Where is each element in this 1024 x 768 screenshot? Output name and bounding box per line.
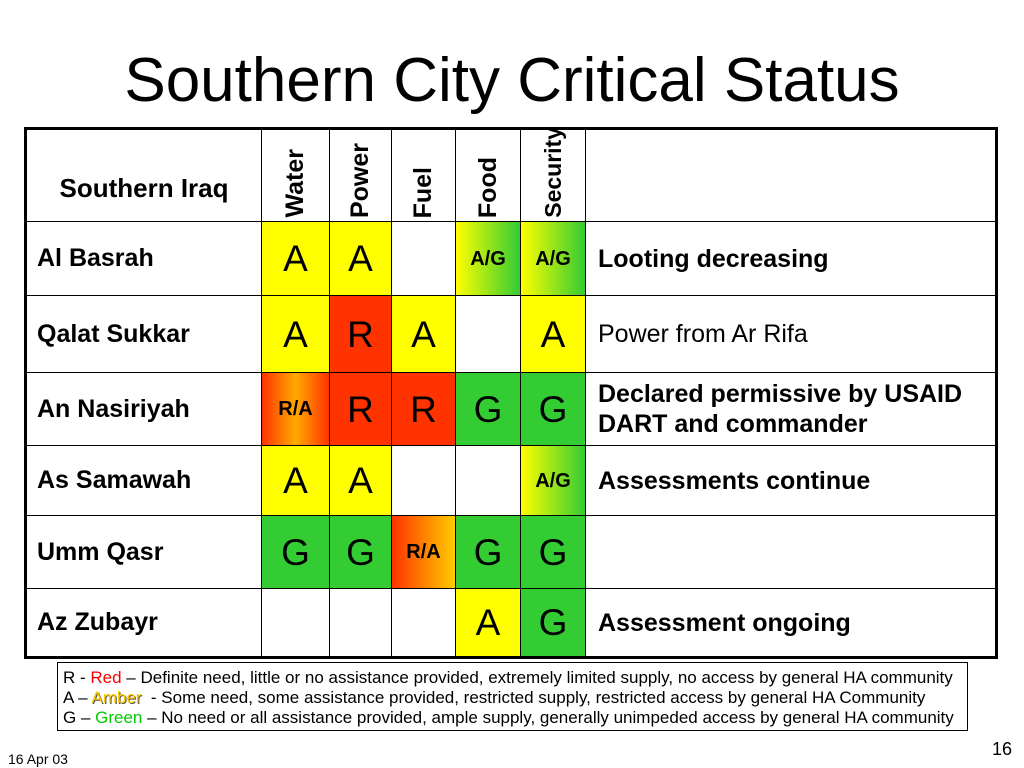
legend-description: – Definite need, little or no assistance provided, extremely limited supply, no access by general HA community bbox=[121, 668, 953, 687]
security-status-cell: G bbox=[521, 373, 585, 445]
notes-header bbox=[586, 130, 995, 221]
city-name: Qalat Sukkar bbox=[27, 296, 261, 372]
legend-description: - Some need, some assistance provided, restricted supply, restricted access by general HA Community bbox=[141, 688, 926, 707]
column-header-label: Water bbox=[281, 149, 309, 218]
legend-line-amber bbox=[63, 688, 967, 708]
fuel-status-cell: R bbox=[392, 373, 455, 445]
column-header-power bbox=[330, 130, 391, 221]
slide-title: Southern City Critical Status bbox=[124, 46, 900, 115]
legend-box bbox=[57, 662, 968, 731]
power-status-cell: G bbox=[330, 516, 391, 588]
column-header-label: Fuel bbox=[409, 166, 437, 218]
legend-code: G – bbox=[63, 708, 96, 727]
city-name: Umm Qasr bbox=[27, 516, 261, 588]
food-status-cell: A bbox=[456, 589, 520, 656]
city-name: Al Basrah bbox=[27, 222, 261, 295]
fuel-status-cell bbox=[392, 446, 455, 515]
legend-line-red bbox=[63, 668, 967, 688]
legend-line-green bbox=[63, 708, 967, 728]
region-header: Southern Iraq bbox=[27, 130, 261, 221]
power-status-cell bbox=[330, 589, 391, 656]
slide-date: 16 Apr 03 bbox=[8, 751, 68, 767]
legend-code: R - bbox=[63, 668, 91, 687]
water-status-cell: G bbox=[262, 516, 329, 588]
power-status-cell: A bbox=[330, 222, 391, 295]
power-status-cell: R bbox=[330, 373, 391, 445]
legend-description: – No need or all assistance provided, ample supply, generally unimpeded access by general HA community bbox=[142, 708, 954, 727]
power-status-cell: A bbox=[330, 446, 391, 515]
legend-color-word: Amber bbox=[91, 688, 142, 707]
legend-color-word: Red bbox=[90, 668, 122, 687]
security-status-cell: A/G bbox=[521, 222, 585, 295]
status-note: Assessments continue bbox=[586, 446, 995, 515]
status-table bbox=[24, 127, 998, 659]
status-note: Assessment ongoing bbox=[586, 589, 995, 656]
water-status-cell: A bbox=[262, 446, 329, 515]
legend-code: A – bbox=[63, 688, 92, 707]
legend-color-word: Green bbox=[95, 708, 143, 727]
water-status-cell: A bbox=[262, 296, 329, 372]
security-status-cell: A bbox=[521, 296, 585, 372]
fuel-status-cell: R/A bbox=[392, 516, 455, 588]
status-note: Power from Ar Rifa bbox=[586, 296, 995, 372]
city-name: As Samawah bbox=[27, 446, 261, 515]
column-header-food bbox=[456, 130, 520, 221]
column-header-security bbox=[521, 127, 585, 221]
fuel-status-cell: A bbox=[392, 296, 455, 372]
food-status-cell: A/G bbox=[456, 222, 520, 295]
water-status-cell bbox=[262, 589, 329, 656]
security-status-cell: G bbox=[521, 589, 585, 656]
food-status-cell: G bbox=[456, 373, 520, 445]
column-header-label: Food bbox=[473, 156, 502, 218]
food-status-cell bbox=[456, 296, 520, 372]
column-header-fuel bbox=[392, 130, 455, 221]
power-status-cell: R bbox=[330, 296, 391, 372]
status-note: Declared permissive by USAID DART and commander bbox=[586, 373, 995, 445]
fuel-status-cell bbox=[392, 589, 455, 656]
slide-number: 16 bbox=[991, 739, 1012, 759]
water-status-cell: A bbox=[262, 222, 329, 295]
fuel-status-cell bbox=[392, 222, 455, 295]
city-name: An Nasiriyah bbox=[27, 373, 261, 445]
water-status-cell: R/A bbox=[262, 373, 329, 445]
status-note bbox=[586, 516, 995, 588]
security-status-cell: A/G bbox=[521, 446, 585, 515]
status-note: Looting decreasing bbox=[586, 222, 995, 295]
city-name: Az Zubayr bbox=[27, 589, 261, 656]
food-status-cell: G bbox=[456, 516, 520, 588]
food-status-cell bbox=[456, 446, 520, 515]
column-header-label: Power bbox=[346, 142, 374, 218]
column-header-water bbox=[262, 130, 329, 221]
security-status-cell: G bbox=[521, 516, 585, 588]
column-header-label: Security bbox=[539, 127, 566, 218]
